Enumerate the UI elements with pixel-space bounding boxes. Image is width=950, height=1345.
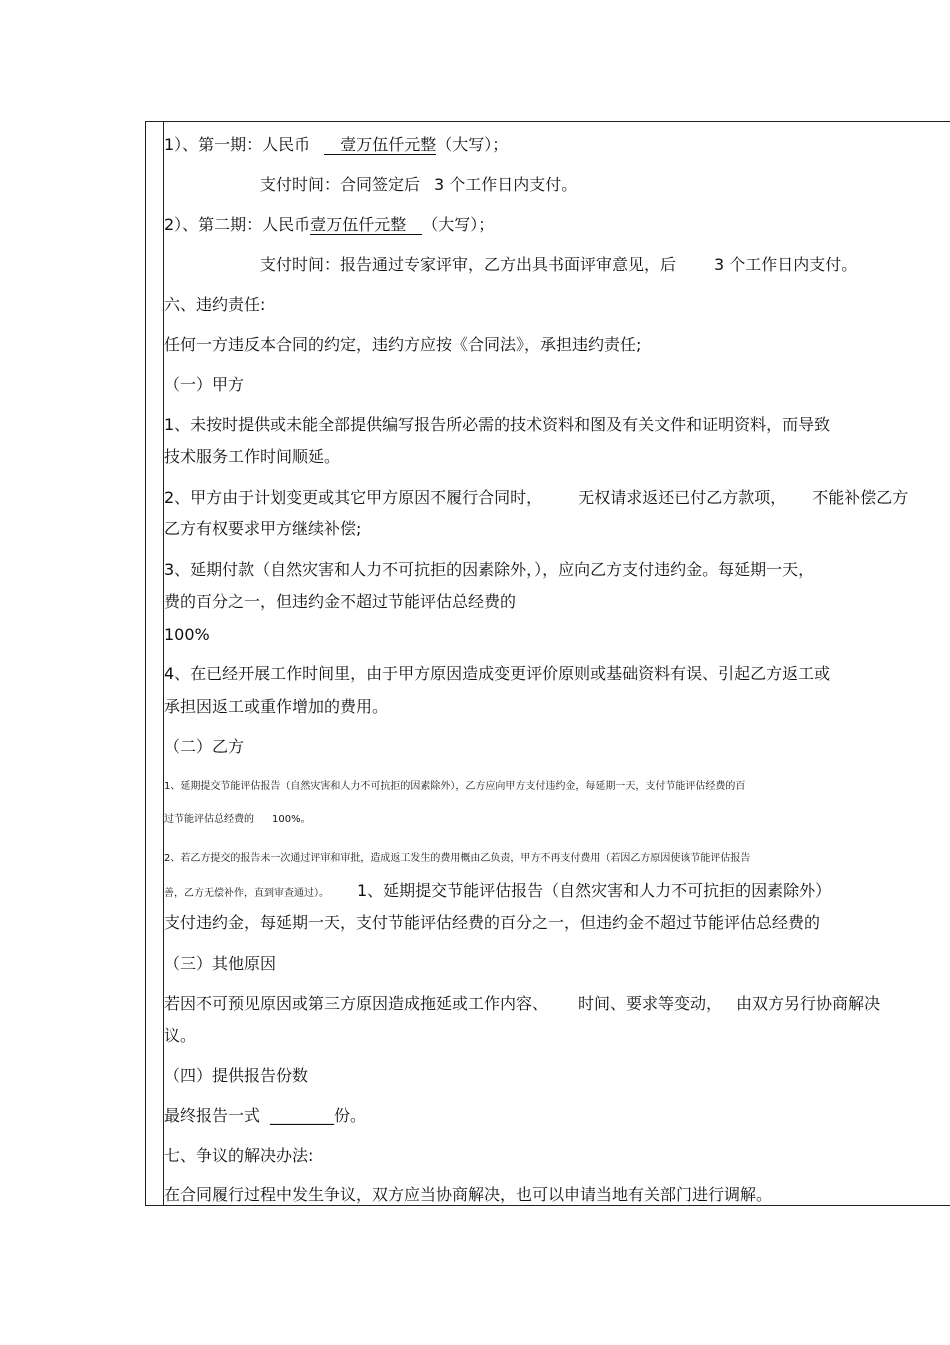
party-a-item-1-line-1: 1、未按时提供或未能全部提供编写报告所必需的技术资料和图及有关文件和证明资料，而导致	[164, 415, 831, 434]
section-6-heading: 六、违约责任:	[164, 295, 266, 314]
table-border-left	[145, 121, 146, 1206]
party-b-item-2-line-3: 支付违约金，每延期一天，支付节能评估经费的百分之一，但违约金不超过节能评估总经费的	[164, 913, 821, 932]
payment-phase-2: 2）、第二期：人民币壹万伍仟元整 （大写）；	[164, 215, 495, 234]
other-reasons-line-2: 议。	[164, 1026, 197, 1045]
party-a-item-3-line-2: 费的百分之一，但违约金不超过节能评估总经费的	[164, 592, 517, 611]
party-a-item-3-line-3: 100%	[164, 625, 210, 644]
payment-phase-2-time: 支付时间：报告通过专家评审，乙方出具书面评审意见，后 3 个工作日内支付。	[260, 255, 858, 274]
party-b-item-1-line-2: 过节能评估总经费的 100%。	[164, 814, 311, 825]
party-a-heading: （一）甲方	[164, 375, 245, 394]
section-7-heading: 七、争议的解决办法:	[164, 1146, 314, 1165]
payment-phase-1-amount: 壹万伍仟元整	[324, 136, 436, 155]
party-a-item-2-line-2: 乙方有权要求甲方继续补偿;	[164, 519, 362, 538]
party-a-item-3-line-1: 3、延期付款（自然灾害和人力不可抗拒的因素除外，），应向乙方支付违约金。每延期一天，	[164, 560, 815, 579]
section-7-text: 在合同履行过程中发生争议，双方应当协商解决，也可以申请当地有关部门进行调解。	[164, 1185, 773, 1204]
section-6-intro: 任何一方违反本合同的约定，违约方应按《合同法》，承担违约责任;	[164, 335, 642, 354]
party-a-item-1-line-2: 技术服务工作时间顺延。	[164, 447, 341, 466]
report-copies-line: 最终报告一式 ________份。	[164, 1106, 367, 1125]
payment-phase-2-amount: 壹万伍仟元整	[310, 216, 422, 235]
party-a-item-4-line-2: 承担因返工或重作增加的费用。	[164, 697, 389, 716]
payment-phase-1-time: 支付时间：合同签定后 3 个工作日内支付。	[260, 175, 578, 194]
report-copies-blank: ________	[270, 1106, 335, 1125]
other-reasons-line-1: 若因不可预见原因或第三方原因造成拖延或工作内容、 时间、要求等变动， 由双方另行协商解决	[164, 994, 881, 1013]
party-a-item-4-line-1: 4、在已经开展工作时间里，由于甲方原因造成变更评价原则或基础资料有误、引起乙方返工或	[164, 664, 831, 683]
report-copies-heading: （四）提供报告份数	[164, 1066, 309, 1085]
payment-phase-1: 1）、第一期：人民币 壹万伍仟元整（大写）；	[164, 135, 509, 154]
party-a-item-2-line-1: 2、甲方由于计划变更或其它甲方原因不履行合同时， 无权请求返还已付乙方款项， 不能补偿乙方	[164, 488, 909, 507]
party-b-item-1-line-1: 1、延期提交节能评估报告（自然灾害和人力不可抗拒的因素除外），乙方应向甲方支付违约金，每延期一天，支付节能评估经费的百	[164, 781, 746, 792]
party-b-heading: （二）乙方	[164, 737, 245, 756]
party-b-item-2-line-2: 善，乙方无偿补作，直到审查通过）。 1、延期提交节能评估报告（自然灾害和人力不可抗拒的因素除外）	[164, 881, 832, 900]
other-reasons-heading: （三）其他原因	[164, 954, 277, 973]
party-b-item-2-line-1: 2、若乙方提交的报告未一次通过评审和审批，造成返工发生的费用概由乙负责，甲方不再支付费用（若因乙方原因使该节能评估报告	[164, 853, 751, 864]
